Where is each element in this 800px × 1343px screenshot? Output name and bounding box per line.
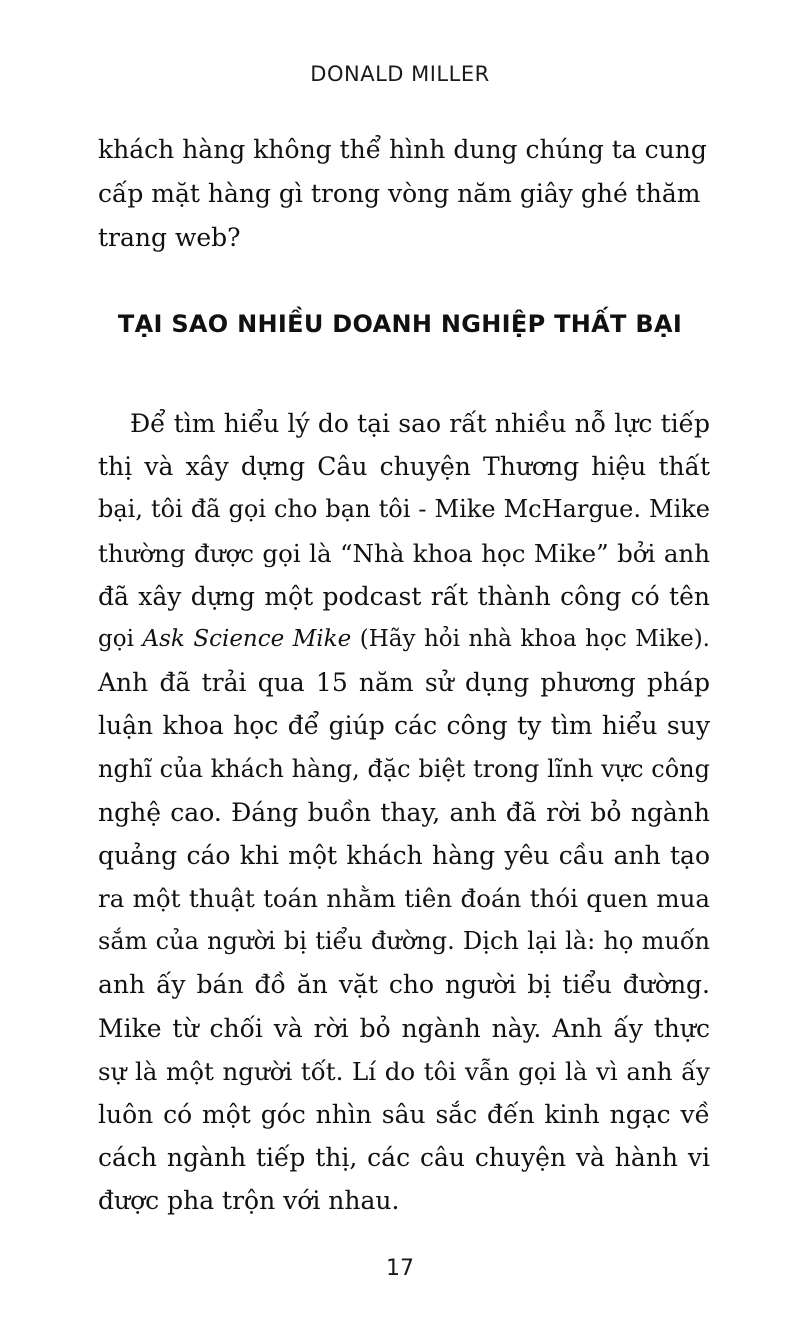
body-line-with-title bbox=[98, 618, 710, 661]
running-head-author: DONALD MILLER bbox=[310, 62, 490, 86]
body-line: nghệ cao. Đáng buồn thay, anh đã rời bỏ ngành bbox=[98, 797, 710, 827]
body-line: sắm của người bị tiểu đường. Dịch lại là: họ muốn bbox=[98, 927, 710, 956]
body-line: luận khoa học để giúp các công ty tìm hiểu suy bbox=[98, 711, 710, 741]
body-line: thị và xây dựng Câu chuyện Thương hiệu thất bbox=[98, 452, 710, 482]
body-line: nghĩ của khách hàng, đặc biệt trong lĩnh vực công bbox=[98, 754, 710, 783]
body-line: đã xây dựng một podcast rất thành công có tên bbox=[98, 581, 710, 611]
body-text: gọi bbox=[98, 625, 143, 652]
body-line: Anh đã trải qua 15 năm sử dụng phương pháp bbox=[98, 668, 710, 698]
body-line: ra một thuật toán nhằm tiên đoán thói quen mua bbox=[98, 884, 710, 914]
podcast-title: Ask Science Mike bbox=[142, 625, 352, 652]
body-line: thường được gọi là “Nhà khoa học Mike” bởi anh bbox=[98, 538, 710, 568]
body-line: bại, tôi đã gọi cho bạn tôi - Mike McHargue. Mike bbox=[98, 495, 710, 524]
body-line: anh ấy bán đồ ăn vặt cho người bị tiểu đường. bbox=[98, 970, 710, 1000]
intro-line: trang web? bbox=[98, 223, 241, 252]
intro-paragraph bbox=[98, 128, 710, 260]
body-paragraph bbox=[98, 402, 710, 1223]
body-text: (Hãy hỏi nhà khoa học Mike). bbox=[351, 625, 710, 652]
body-line: luôn có một góc nhìn sâu sắc đến kinh ngạc về bbox=[98, 1100, 710, 1129]
intro-line: cấp mặt hàng gì trong vòng năm giây ghé thăm bbox=[98, 179, 701, 208]
body-line: sự là một người tốt. Lí do tôi vẫn gọi là vì anh ấy bbox=[98, 1056, 710, 1086]
body-line: Mike từ chối và rời bỏ ngành này. Anh ấy thực bbox=[98, 1013, 710, 1043]
body-line: cách ngành tiếp thị, các câu chuyện và hành vi bbox=[98, 1143, 710, 1173]
body-line: quảng cáo khi một khách hàng yêu cầu anh tạo bbox=[98, 840, 710, 870]
body-line: được pha trộn với nhau. bbox=[98, 1186, 400, 1216]
intro-line: khách hàng không thể hình dung chúng ta cung bbox=[98, 135, 707, 164]
section-heading: TẠI SAO NHIỀU DOANH NGHIỆP THẤT BẠI bbox=[117, 310, 683, 338]
page-number: 17 bbox=[386, 1256, 414, 1281]
body-line: Để tìm hiểu lý do tại sao rất nhiều nỗ lực tiếp bbox=[130, 409, 710, 438]
